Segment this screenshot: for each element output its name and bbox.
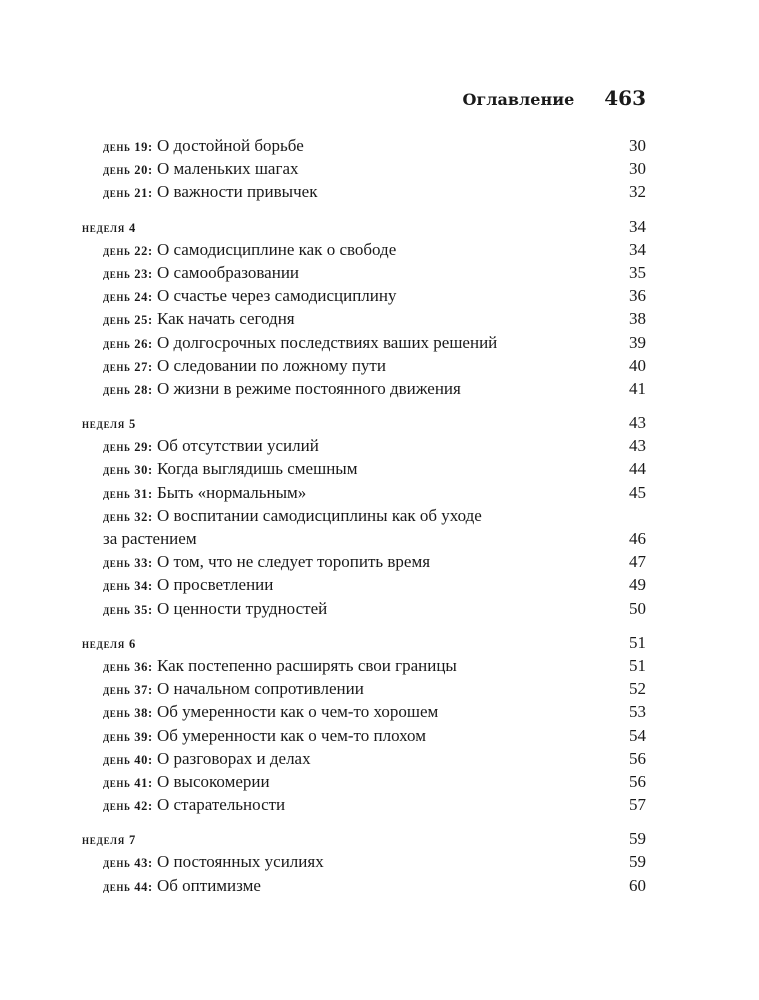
entry-page: 53: [629, 702, 646, 722]
day-label: день 32:: [103, 509, 153, 524]
entry-title: О высокомерии: [156, 771, 270, 791]
day-label: день 20:: [103, 163, 153, 178]
toc-entry-day-42[interactable]: [82, 793, 646, 816]
week-label: неделя 5: [82, 417, 137, 432]
week-label: неделя 6: [82, 636, 137, 651]
entry-title: О самодисциплине как о свободе: [156, 239, 397, 259]
entry-page: 34: [629, 239, 646, 259]
page-number: 463: [604, 86, 646, 110]
day-label: день 23:: [103, 266, 153, 281]
entry-title: Как постепенно расширять свои границы: [156, 655, 457, 675]
toc-entry-week-4[interactable]: [82, 215, 646, 238]
toc-entry-day-29[interactable]: [82, 434, 646, 457]
entry-title: О следовании по ложному пути: [156, 355, 386, 375]
entry-page: 59: [629, 829, 646, 849]
entry-title: Быть «нормальным»: [156, 482, 307, 502]
entry-title: Об умеренности как о чем-то хорошем: [156, 702, 439, 722]
day-label: день 27:: [103, 359, 153, 374]
toc-entry-day-43[interactable]: [82, 850, 646, 873]
table-of-contents: [82, 134, 646, 897]
entry-title: О ценности трудностей: [156, 598, 328, 618]
toc-entry-day-39[interactable]: [82, 724, 646, 747]
toc-entry-day-23[interactable]: [82, 261, 646, 284]
day-label: день 39:: [103, 729, 153, 744]
day-label: день 44:: [103, 879, 153, 894]
day-label: день 19:: [103, 140, 153, 154]
entry-title: О счастье через самодисциплину: [156, 286, 397, 306]
entry-title: Об умеренности как о чем-то плохом: [156, 725, 426, 745]
entry-title: О старательности: [156, 795, 286, 815]
entry-title-continued: за растением: [103, 529, 197, 548]
toc-entry-day-33[interactable]: [82, 550, 646, 573]
page-header: [0, 86, 646, 114]
entry-page: 57: [629, 795, 646, 815]
day-label: день 31:: [103, 486, 153, 501]
toc-entry-day-35[interactable]: [82, 597, 646, 620]
entry-title: О маленьких шагах: [156, 159, 299, 179]
toc-entry-week-5[interactable]: [82, 411, 646, 434]
entry-title: О достойной борьбе: [156, 136, 304, 155]
toc-entry-day-22[interactable]: [82, 238, 646, 261]
entry-page: 35: [629, 262, 646, 282]
day-label: день 29:: [103, 440, 153, 455]
entry-page: 49: [629, 575, 646, 595]
toc-entry-day-19[interactable]: [82, 134, 646, 157]
day-label: день 25:: [103, 313, 153, 328]
toc-entry-day-32[interactable]: [82, 504, 646, 527]
day-label: день 30:: [103, 463, 153, 478]
toc-entry-day-36[interactable]: [82, 654, 646, 677]
toc-entry-day-44[interactable]: [82, 874, 646, 897]
toc-entry-week-7[interactable]: [82, 827, 646, 850]
running-head-title: Оглавление: [462, 90, 575, 109]
entry-page: 60: [629, 875, 646, 895]
entry-title: Об отсутствии усилий: [156, 436, 319, 456]
week-label: неделя 4: [82, 220, 137, 235]
entry-page: 30: [629, 159, 646, 179]
entry-title: О воспитании самодисциплины как об уходе: [156, 505, 482, 525]
day-label: день 26:: [103, 336, 153, 351]
toc-entry-day-40[interactable]: [82, 747, 646, 770]
toc-entry-day-25[interactable]: [82, 307, 646, 330]
toc-entry-day-34[interactable]: [82, 573, 646, 596]
entry-page: 43: [629, 436, 646, 456]
entry-title: О самообразовании: [156, 262, 300, 282]
toc-entry-day-37[interactable]: [82, 677, 646, 700]
entry-page: 54: [629, 725, 646, 745]
toc-entry-day-27[interactable]: [82, 354, 646, 377]
entry-page: 39: [629, 332, 646, 352]
day-label: день 35:: [103, 602, 153, 617]
entry-page: 56: [629, 771, 646, 791]
day-label: день 36:: [103, 659, 153, 674]
toc-entry-day-20[interactable]: [82, 157, 646, 180]
entry-page: 30: [629, 136, 646, 155]
entry-page: 38: [629, 309, 646, 329]
day-label: день 34:: [103, 579, 153, 594]
day-label: день 43:: [103, 856, 153, 871]
day-label: день 22:: [103, 243, 153, 258]
entry-title: Когда выглядишь смешным: [156, 459, 358, 479]
entry-page: 51: [629, 655, 646, 675]
toc-entry-day-21[interactable]: [82, 180, 646, 203]
toc-entry-day-28[interactable]: [82, 377, 646, 400]
entry-page: 34: [629, 216, 646, 236]
day-label: день 41:: [103, 775, 153, 790]
entry-title: О начальном сопротивлении: [156, 679, 364, 699]
entry-page: 41: [629, 378, 646, 398]
entry-page: 40: [629, 355, 646, 375]
entry-title: О жизни в режиме постоянного движения: [156, 378, 461, 398]
entry-page: 50: [629, 598, 646, 618]
toc-entry-day-38[interactable]: [82, 700, 646, 723]
entry-page: 47: [629, 552, 646, 572]
entry-page: 51: [629, 632, 646, 652]
toc-entry-day-24[interactable]: [82, 284, 646, 307]
entry-page: 59: [629, 852, 646, 872]
day-label: день 38:: [103, 706, 153, 721]
entry-page: 44: [629, 459, 646, 479]
day-label: день 37:: [103, 683, 153, 698]
day-label: день 42:: [103, 799, 153, 814]
entry-page: 43: [629, 413, 646, 433]
toc-entry-day-31[interactable]: [82, 481, 646, 504]
entry-page: 56: [629, 748, 646, 768]
day-label: день 40:: [103, 752, 153, 767]
entry-title: О долгосрочных последствиях ваших решений: [156, 332, 498, 352]
entry-title: Об оптимизме: [156, 875, 261, 895]
day-label: день 33:: [103, 556, 153, 571]
toc-entry-day-41[interactable]: [82, 770, 646, 793]
entry-title: О том, что не следует торопить время: [156, 552, 431, 572]
entry-title: Как начать сегодня: [156, 309, 295, 329]
toc-entry-day-32-continued[interactable]: [82, 527, 646, 550]
entry-title: О постоянных усилиях: [156, 852, 324, 872]
entry-page: 52: [629, 679, 646, 699]
day-label: день 21:: [103, 186, 153, 201]
entry-title: О просветлении: [156, 575, 274, 595]
day-label: день 24:: [103, 290, 153, 305]
toc-entry-week-6[interactable]: [82, 631, 646, 654]
entry-page: 36: [629, 286, 646, 306]
toc-entry-day-26[interactable]: [82, 331, 646, 354]
day-label: день 28:: [103, 382, 153, 397]
week-label: неделя 7: [82, 833, 137, 848]
entry-page: 45: [629, 482, 646, 502]
entry-page: 46: [629, 529, 646, 548]
entry-title: О важности привычек: [156, 182, 318, 202]
entry-page: 32: [629, 182, 646, 202]
entry-title: О разговорах и делах: [156, 748, 311, 768]
toc-entry-day-30[interactable]: [82, 457, 646, 480]
